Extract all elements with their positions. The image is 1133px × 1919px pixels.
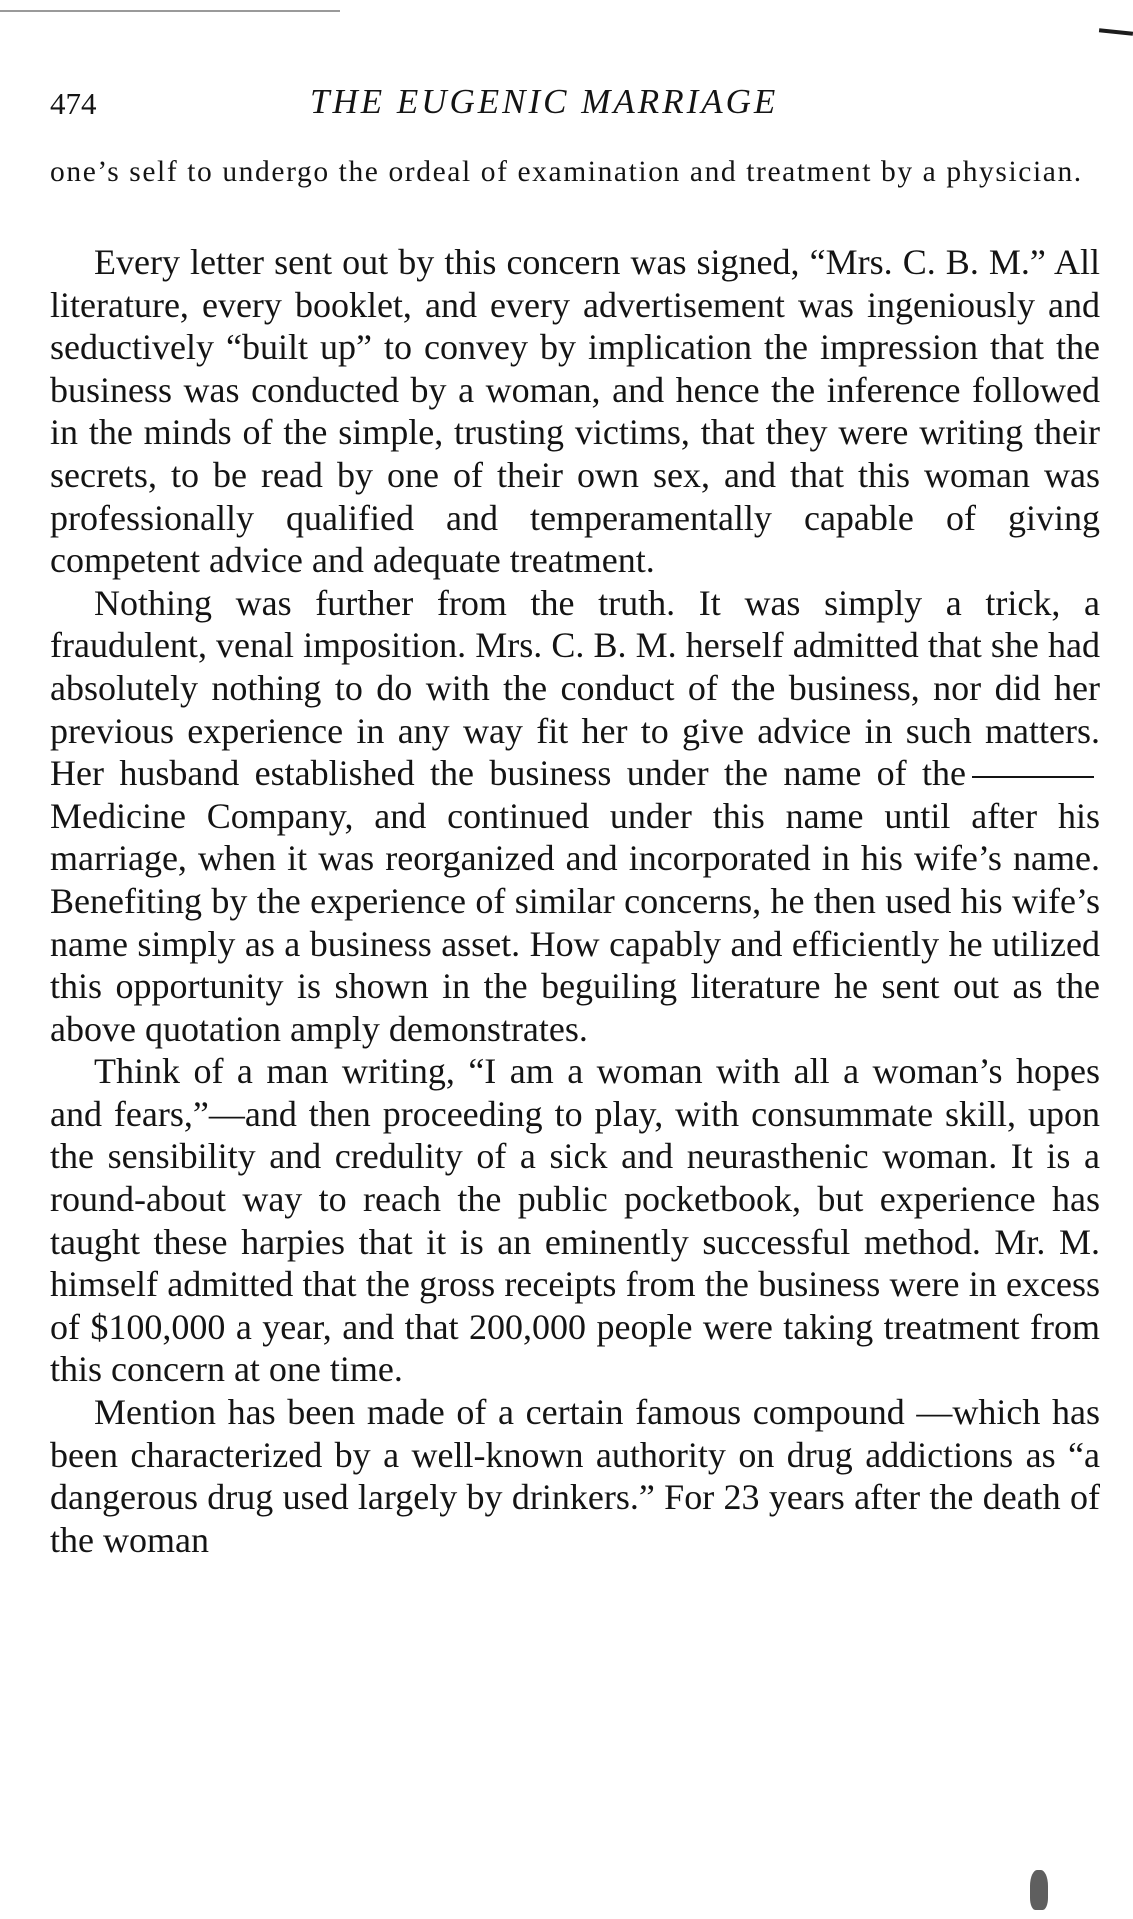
paragraph-think-of-a-man: Think of a man writing, “I am a woman with all a woman’s hopes and fears,”—and then proceeding to play, with consummate skill, upon the sensibility and credulity of a sick and neurasthenic woman. It is a round-about way to reach the public pocketbook, but experience has taught these harpies that it is an eminently successful method. Mr. M. himself admitted that the gross receipts from the business were in excess of $100,000 a year, and that 200,000 people were taking treatment from this concern at one time. bbox=[50, 1051, 1100, 1390]
corner-mark bbox=[1099, 28, 1133, 36]
header-title: THE EUGENIC MARRIAGE bbox=[310, 82, 779, 121]
paragraph-mention: Mention has been made of a certain famous compound —which has been characterized by a well-known authority on drug addictions as “a dangerous drug used largely by drinkers.” For 23 years after the death of the woman bbox=[50, 1392, 1100, 1560]
paragraph-nothing-further bbox=[50, 582, 1100, 1051]
running-head bbox=[50, 82, 1100, 130]
page-number: 474 bbox=[50, 86, 97, 121]
redaction-dash bbox=[972, 776, 1094, 778]
quote-continuation: one’s self to undergo the ordeal of examination and treatment by a physician. bbox=[50, 156, 1083, 188]
page bbox=[50, 82, 1100, 1561]
paragraph-nothing-part-1: Nothing was further from the truth. It was simply a trick, a fraudulent, venal imposition. Mrs. C. B. M. herself admitted that she had absolutely nothing to do with the conduct of the business, nor did her previous experience in any way fit her to give advice in such matters. Her husband established the business under the name of the bbox=[50, 582, 1100, 794]
paragraph-nothing-part-2: Medicine Company, and continued under this name until after his marriage, when it was reorganized and incorporated in his wife’s name. Benefiting by the experience of similar concerns, he then used his wife’s name simply as a business asset. How capably and efficiently he utilized this opportunity is shown in the beguiling literature he sent out as the above quotation amply demonstrates. bbox=[50, 795, 1100, 1049]
paragraph-signed-letters: Every letter sent out by this concern was signed, “Mrs. C. B. M.” All literature, every booklet, and every advertisement was ingeniously and seductively “built up” to convey by implication the impression that the business was conducted by a woman, and hence the inference followed in the minds of the simple, trusting victims, that they were writing their secrets, to be read by one of their own sex, and that this woman was professionally qualified and temperamentally capable of giving competent advice and adequate treatment. bbox=[50, 242, 1100, 581]
ink-blot bbox=[1030, 1870, 1048, 1910]
top-rule bbox=[0, 10, 340, 12]
